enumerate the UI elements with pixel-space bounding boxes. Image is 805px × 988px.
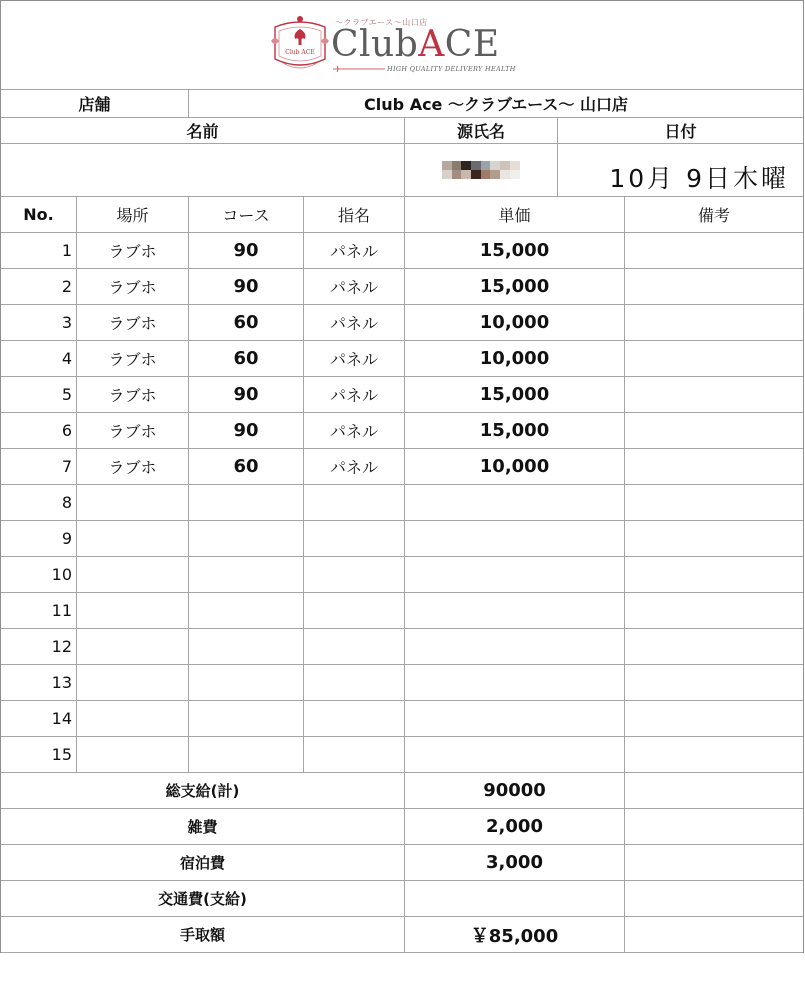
row-note xyxy=(625,485,803,521)
row-course xyxy=(189,557,304,593)
row-number: 14 xyxy=(1,701,77,737)
info-value-row xyxy=(1,144,803,197)
row-nomination: パネル xyxy=(304,305,405,341)
row-note xyxy=(625,449,803,485)
row-price: 10,000 xyxy=(405,305,625,341)
summary-note xyxy=(625,809,803,845)
summary-row xyxy=(1,845,803,881)
mosaic-tile xyxy=(481,161,491,170)
date-value xyxy=(558,144,803,197)
table-row xyxy=(1,269,803,305)
mosaic-tile xyxy=(461,170,471,179)
table-row xyxy=(1,737,803,773)
logo-area xyxy=(1,1,803,89)
mosaic-tile xyxy=(442,161,452,170)
mosaic-tile xyxy=(510,161,520,170)
table-row xyxy=(1,593,803,629)
mosaic-tile xyxy=(442,170,452,179)
summary-value: 2,000 xyxy=(405,809,625,845)
row-number: 2 xyxy=(1,269,77,305)
row-number: 11 xyxy=(1,593,77,629)
row-note xyxy=(625,557,803,593)
store-name: Club Ace ～クラブエース～ 山口店 xyxy=(189,90,803,118)
row-number: 6 xyxy=(1,413,77,449)
summary-note xyxy=(625,773,803,809)
row-nomination xyxy=(304,629,405,665)
row-price: 15,000 xyxy=(405,413,625,449)
info-header-row xyxy=(1,117,803,144)
mosaic-tile xyxy=(510,170,520,179)
mosaic-tile xyxy=(490,161,500,170)
mosaic-tile xyxy=(452,170,462,179)
summary-label: 総支給(計) xyxy=(1,773,405,809)
summary-row xyxy=(1,917,803,953)
row-price xyxy=(405,521,625,557)
row-number: 4 xyxy=(1,341,77,377)
row-price xyxy=(405,629,625,665)
row-nomination: パネル xyxy=(304,413,405,449)
summary-note xyxy=(625,917,803,953)
row-price xyxy=(405,593,625,629)
row-note xyxy=(625,701,803,737)
row-price xyxy=(405,737,625,773)
table-header-row xyxy=(1,197,803,233)
crest-text: Club ACE xyxy=(285,49,315,56)
row-nomination: パネル xyxy=(304,233,405,269)
row-note xyxy=(625,593,803,629)
summary-note xyxy=(625,845,803,881)
row-place xyxy=(77,557,189,593)
summary-label: 手取額 xyxy=(1,917,405,953)
logo-name-suffix: CE xyxy=(444,24,500,65)
table-row xyxy=(1,665,803,701)
row-nomination: パネル xyxy=(304,269,405,305)
row-course xyxy=(189,737,304,773)
row-course: 60 xyxy=(189,449,304,485)
row-course: 60 xyxy=(189,341,304,377)
row-place: ラブホ xyxy=(77,449,189,485)
row-number: 8 xyxy=(1,485,77,521)
stage-name-value xyxy=(405,144,558,197)
row-number: 12 xyxy=(1,629,77,665)
row-nomination xyxy=(304,521,405,557)
mosaic-tile xyxy=(490,170,500,179)
table-row xyxy=(1,521,803,557)
date-text: 10月 9日木曜 xyxy=(609,164,789,193)
row-note xyxy=(625,305,803,341)
col-header-nomination: 指名 xyxy=(304,197,405,233)
col-header-price: 単価 xyxy=(405,197,625,233)
row-course xyxy=(189,485,304,521)
row-note xyxy=(625,629,803,665)
row-nomination xyxy=(304,665,405,701)
row-price: 10,000 xyxy=(405,341,625,377)
table-row xyxy=(1,413,803,449)
row-number: 5 xyxy=(1,377,77,413)
summary-value: 3,000 xyxy=(405,845,625,881)
row-note xyxy=(625,521,803,557)
row-place: ラブホ xyxy=(77,341,189,377)
row-nomination: パネル xyxy=(304,449,405,485)
row-note xyxy=(625,665,803,701)
logo-subtitle: HIGH QUALITY DELIVERY HEALTH xyxy=(387,65,516,73)
summary-value: ￥85,000 xyxy=(405,917,625,953)
date-header: 日付 xyxy=(558,117,803,144)
row-price: 15,000 xyxy=(405,233,625,269)
table-row xyxy=(1,701,803,737)
mosaic-tile xyxy=(500,161,510,170)
table-row xyxy=(1,449,803,485)
row-place xyxy=(77,737,189,773)
name-value xyxy=(1,144,405,197)
pixelated-stage-name xyxy=(442,161,520,179)
col-header-no: No. xyxy=(1,197,77,233)
row-place: ラブホ xyxy=(77,233,189,269)
row-price: 10,000 xyxy=(405,449,625,485)
summary-row xyxy=(1,773,803,809)
mosaic-tile xyxy=(481,170,491,179)
logo-name-a: A xyxy=(418,24,445,65)
row-note xyxy=(625,233,803,269)
row-course xyxy=(189,593,304,629)
store-label: 店舗 xyxy=(1,90,189,118)
row-course xyxy=(189,701,304,737)
logo-name-prefix: Club xyxy=(331,24,419,65)
col-header-note: 備考 xyxy=(625,197,803,233)
row-course: 90 xyxy=(189,269,304,305)
summary-value: 90000 xyxy=(405,773,625,809)
col-header-place: 場所 xyxy=(77,197,189,233)
mosaic-tile xyxy=(500,170,510,179)
logo-tagline: ～クラブエース～山口店 xyxy=(335,18,428,27)
row-nomination xyxy=(304,737,405,773)
mosaic-tile xyxy=(452,161,462,170)
row-place xyxy=(77,701,189,737)
row-note xyxy=(625,341,803,377)
row-course: 90 xyxy=(189,413,304,449)
row-nomination: パネル xyxy=(304,377,405,413)
row-place xyxy=(77,629,189,665)
table-row xyxy=(1,305,803,341)
row-nomination xyxy=(304,485,405,521)
table-row xyxy=(1,233,803,269)
row-note xyxy=(625,377,803,413)
row-price: 15,000 xyxy=(405,269,625,305)
row-price: 15,000 xyxy=(405,377,625,413)
row-course xyxy=(189,665,304,701)
table-row xyxy=(1,485,803,521)
row-nomination xyxy=(304,557,405,593)
row-course: 90 xyxy=(189,233,304,269)
row-number: 9 xyxy=(1,521,77,557)
summary-label: 交通費(支給) xyxy=(1,881,405,917)
row-number: 15 xyxy=(1,737,77,773)
row-number: 1 xyxy=(1,233,77,269)
row-place: ラブホ xyxy=(77,269,189,305)
club-ace-crest-logo xyxy=(269,15,331,75)
row-number: 3 xyxy=(1,305,77,341)
mosaic-tile xyxy=(471,170,481,179)
row-note xyxy=(625,269,803,305)
row-price xyxy=(405,701,625,737)
summary-label: 雑費 xyxy=(1,809,405,845)
table-row xyxy=(1,341,803,377)
row-price xyxy=(405,557,625,593)
row-number: 13 xyxy=(1,665,77,701)
row-price xyxy=(405,665,625,701)
row-course: 90 xyxy=(189,377,304,413)
row-place xyxy=(77,485,189,521)
logo-wordmark xyxy=(331,25,500,65)
row-place: ラブホ xyxy=(77,305,189,341)
row-place xyxy=(77,521,189,557)
mosaic-tile xyxy=(471,161,481,170)
row-note xyxy=(625,413,803,449)
row-nomination: パネル xyxy=(304,341,405,377)
name-header: 名前 xyxy=(1,117,405,144)
col-header-course: コース xyxy=(189,197,304,233)
summary-value xyxy=(405,881,625,917)
row-course: 60 xyxy=(189,305,304,341)
summary-row xyxy=(1,809,803,845)
summary-label: 宿泊費 xyxy=(1,845,405,881)
row-note xyxy=(625,737,803,773)
row-course xyxy=(189,521,304,557)
store-row xyxy=(1,89,803,118)
stage-name-header: 源氏名 xyxy=(405,117,558,144)
row-place: ラブホ xyxy=(77,377,189,413)
mosaic-tile xyxy=(461,161,471,170)
row-place: ラブホ xyxy=(77,413,189,449)
row-nomination xyxy=(304,701,405,737)
row-place xyxy=(77,593,189,629)
summary-row xyxy=(1,881,803,917)
row-price xyxy=(405,485,625,521)
row-course xyxy=(189,629,304,665)
row-number: 7 xyxy=(1,449,77,485)
table-row xyxy=(1,377,803,413)
table-row xyxy=(1,557,803,593)
summary-note xyxy=(625,881,803,917)
row-nomination xyxy=(304,593,405,629)
row-place xyxy=(77,665,189,701)
row-number: 10 xyxy=(1,557,77,593)
table-row xyxy=(1,629,803,665)
